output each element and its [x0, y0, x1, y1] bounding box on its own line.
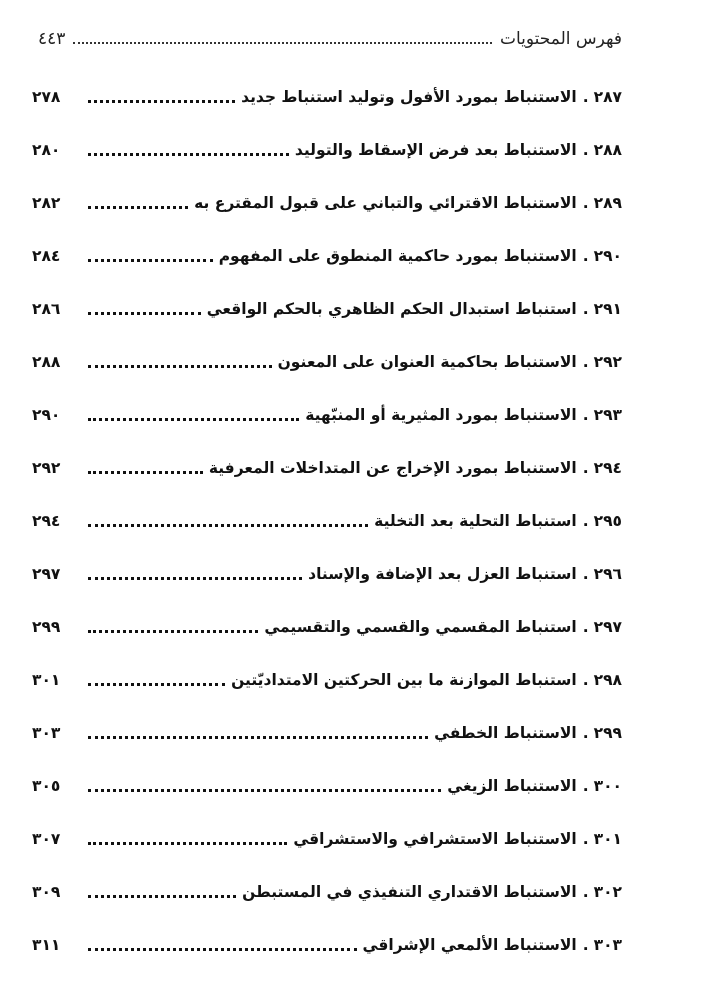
- toc-entry: ٢٨٩ . الاستنباط الاقترائي والتباني على قبول المقترع به ٢٨٢: [32, 193, 622, 212]
- entry-page: ٢٨٦: [32, 299, 61, 318]
- entry-number: ٢٨٩: [593, 193, 622, 212]
- entry-number: ٢٩٣: [593, 405, 622, 424]
- entry-title: الاستنباط بمورد الأفول وتوليد استنباط جديد: [241, 87, 577, 106]
- entry-number: ٢٩٠: [593, 246, 622, 265]
- toc-entry: ٢٨٨ . الاستنباط بعد فرض الإسقاط والتوليد ٢٨٠: [32, 140, 622, 159]
- dot-leader: [88, 948, 357, 951]
- entry-page: ٣٠٣: [32, 723, 61, 742]
- dot-leader: [88, 630, 258, 633]
- toc-entry: ٢٩٥ . استنباط التحلية بعد التخلية ٢٩٤: [32, 511, 622, 530]
- entry-title: استنباط العزل بعد الإضافة والإسناد: [308, 564, 577, 583]
- entry-number: ٢٨٧: [593, 87, 622, 106]
- page-title: فهرس المحتويات: [499, 29, 622, 49]
- entry-page: ٣٠١: [32, 670, 61, 689]
- entry-page: ٢٩٢: [32, 458, 61, 477]
- entry-number: ٣٠١: [593, 829, 622, 848]
- entry-page: ٢٨٢: [32, 193, 61, 212]
- entry-number: ٣٠٣: [593, 935, 622, 954]
- entry-title: الاستنباط الاقتداري التنفيذي في المستبطن: [242, 882, 577, 901]
- entry-page: ٣١١: [32, 935, 61, 954]
- entry-page: ٣٠٥: [32, 776, 61, 795]
- running-header: [38, 22, 622, 56]
- entry-number: ٢٩٤: [593, 458, 622, 477]
- entry-title: الاستنباط الخطفي: [434, 723, 577, 742]
- dot-leader: [88, 789, 441, 792]
- toc-entry: ٢٨٧ . الاستنباط بمورد الأفول وتوليد استنباط جديد ٢٧٨: [32, 87, 622, 106]
- toc-entry: ٢٩٧ . استنباط المقسمي والقسمي والتقسيمي ٢٩٩: [32, 617, 622, 636]
- entry-page: ٢٨٤: [32, 246, 61, 265]
- entry-number: ٢٩٩: [593, 723, 622, 742]
- toc-entry: ٢٩٢ . الاستنباط بحاكمية العنوان على المعنون ٢٨٨: [32, 352, 622, 371]
- entry-number: ٢٩٢: [593, 352, 622, 371]
- entry-title: استنباط استبدال الحكم الظاهري بالحكم الواقعي: [206, 299, 577, 318]
- entry-title: استنباط المقسمي والقسمي والتقسيمي: [264, 617, 577, 636]
- toc-entry: ٣٠٣ . الاستنباط الألمعي الإشراقي ٣١١: [32, 935, 622, 954]
- dot-leader: [88, 471, 203, 474]
- entry-number: ٢٩٧: [593, 617, 622, 636]
- entry-title: الاستنباط بعد فرض الإسقاط والتوليد: [294, 140, 577, 159]
- entry-page: ٢٨٠: [32, 140, 61, 159]
- toc-entry: ٢٩٦ . استنباط العزل بعد الإضافة والإسناد ٢٩٧: [32, 564, 622, 583]
- dot-leader: [88, 683, 225, 686]
- dot-leader: [88, 312, 201, 315]
- entry-title: الاستنباط بمورد الإخراج عن المتداخلات المعرفية: [208, 458, 577, 477]
- toc-entry: ٣٠٠ . الاستنباط الزيغي ٣٠٥: [32, 776, 622, 795]
- entry-title: الاستنباط الاقترائي والتباني على قبول المقترع به: [194, 193, 577, 212]
- entry-number: ٣٠٢: [593, 882, 622, 901]
- entry-title: الاستنباط بمورد المثيرية أو المنبّهية: [305, 405, 577, 424]
- entry-number: ٢٨٨: [593, 140, 622, 159]
- dot-leader: [88, 577, 302, 580]
- dot-leader: [88, 418, 299, 421]
- entry-page: ٢٩٠: [32, 405, 61, 424]
- entry-title: الاستنباط الألمعي الإشراقي: [362, 935, 577, 954]
- entry-page: ٣٠٧: [32, 829, 61, 848]
- entry-page: ٢٧٨: [32, 87, 61, 106]
- dot-leader: [88, 736, 428, 739]
- entry-number: ٢٩٦: [593, 564, 622, 583]
- toc-entry: ٢٩٩ . الاستنباط الخطفي ٣٠٣: [32, 723, 622, 742]
- page-number: ٤٤٣: [38, 29, 66, 49]
- entry-page: ٣٠٩: [32, 882, 61, 901]
- entry-number: ٢٩٨: [593, 670, 622, 689]
- entry-title: الاستنباط بمورد حاكمية المنطوق على المفهوم: [218, 246, 577, 265]
- toc-entry: ٢٩٠ . الاستنباط بمورد حاكمية المنطوق على المفهوم ٢٨٤: [32, 246, 622, 265]
- entry-page: ٢٩٤: [32, 511, 61, 530]
- entry-title: الاستنباط بحاكمية العنوان على المعنون: [277, 352, 577, 371]
- toc-entry: ٢٩٤ . الاستنباط بمورد الإخراج عن المتداخلات المعرفية ٢٩٢: [32, 458, 622, 477]
- entry-number: ٣٠٠: [593, 776, 622, 795]
- toc-entry: ٣٠٢ . الاستنباط الاقتداري التنفيذي في المستبطن ٣٠٩: [32, 882, 622, 901]
- dot-leader: [88, 153, 289, 156]
- toc-entry: ٢٩١ . استنباط استبدال الحكم الظاهري بالحكم الواقعي ٢٨٦: [32, 299, 622, 318]
- dot-leader: [88, 895, 236, 898]
- toc-entry: ٢٩٨ . استنباط الموازنة ما بين الحركتين الامتداديّتين ٣٠١: [32, 670, 622, 689]
- dot-leader: [88, 206, 188, 209]
- dot-leader: [88, 524, 368, 527]
- toc-entry: ٣٠١ . الاستنباط الاستشرافي والاستشراقي ٣٠٧: [32, 829, 622, 848]
- dot-leader: [88, 100, 235, 103]
- entry-page: ٢٨٨: [32, 352, 61, 371]
- toc-entry: ٢٩٣ . الاستنباط بمورد المثيرية أو المنبّهية ٢٩٠: [32, 405, 622, 424]
- dot-leader: [88, 842, 287, 845]
- entry-title: استنباط الموازنة ما بين الحركتين الامتداديّتين: [231, 670, 577, 689]
- dot-leader: [88, 365, 272, 368]
- entry-page: ٢٩٧: [32, 564, 61, 583]
- toc-list: [32, 70, 622, 971]
- dot-leader: [88, 259, 213, 262]
- entry-title: الاستنباط الزيغي: [447, 776, 577, 795]
- entry-page: ٢٩٩: [32, 617, 61, 636]
- entry-title: استنباط التحلية بعد التخلية: [374, 511, 577, 530]
- dot-leader: [73, 42, 492, 44]
- entry-number: ٢٩١: [593, 299, 622, 318]
- entry-title: الاستنباط الاستشرافي والاستشراقي: [293, 829, 577, 848]
- entry-number: ٢٩٥: [593, 511, 622, 530]
